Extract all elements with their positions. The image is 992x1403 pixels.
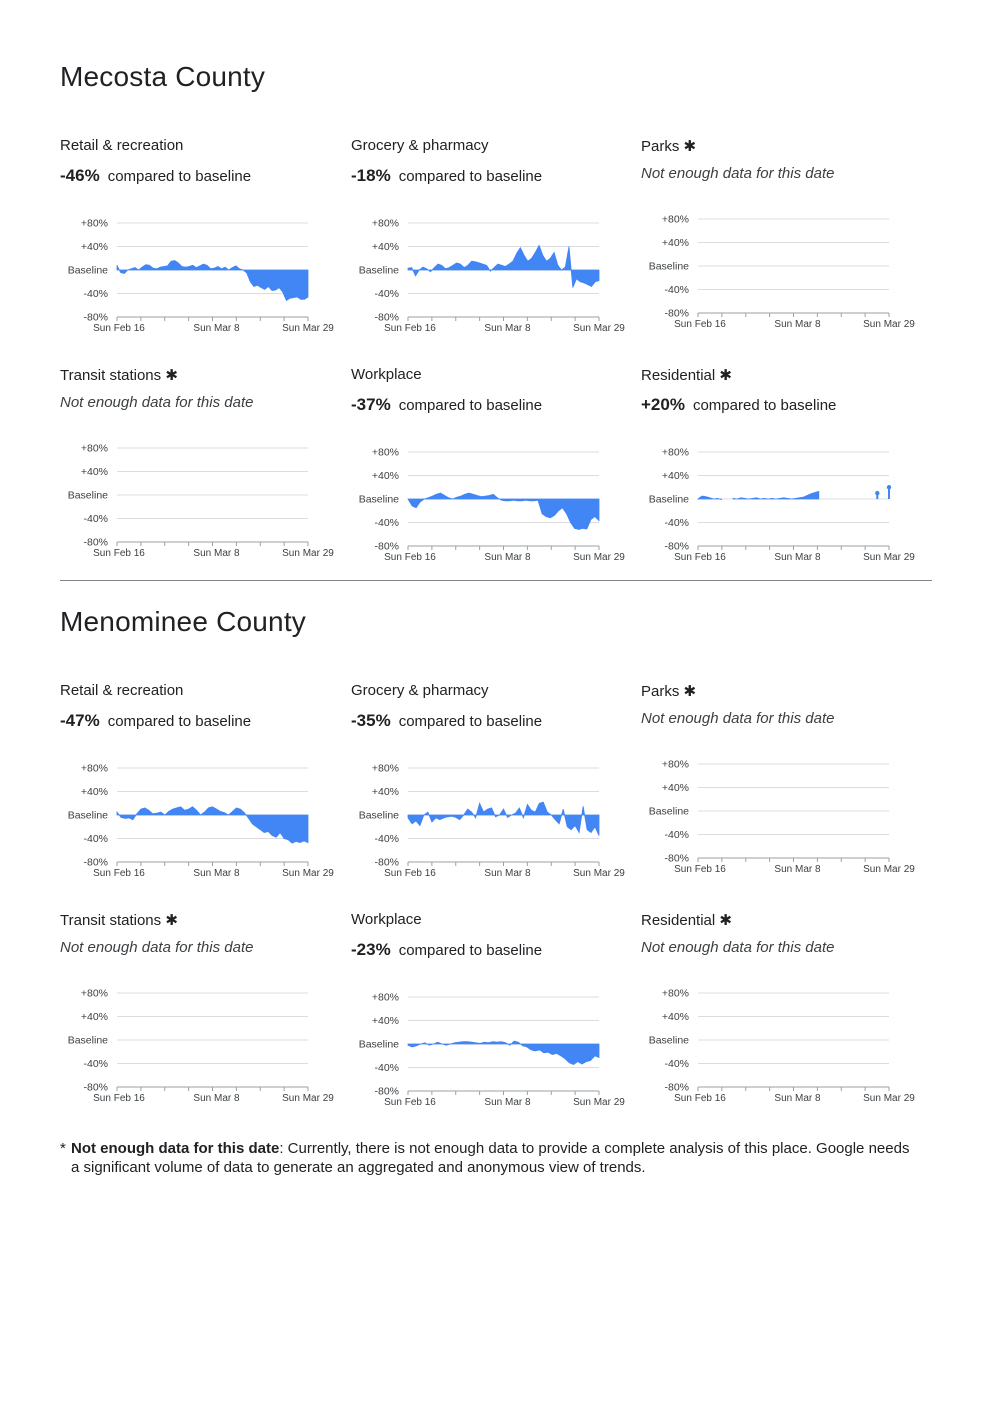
value-row xyxy=(60,711,251,731)
x-tick-label: Sun Mar 8 xyxy=(774,864,821,875)
data-area xyxy=(408,802,599,836)
mobility-chart xyxy=(351,987,633,1117)
x-tick-label: Sun Mar 29 xyxy=(863,864,915,875)
asterisk-icon: ✱ xyxy=(679,138,697,155)
y-tick-label: +40% xyxy=(661,237,689,249)
y-tick-label: +80% xyxy=(80,987,108,1000)
category-label xyxy=(60,366,178,384)
mobility-card xyxy=(351,137,631,347)
x-tick-label: Sun Mar 8 xyxy=(774,552,821,563)
y-tick-label: +80% xyxy=(371,991,399,1004)
y-tick-label: -40% xyxy=(374,288,399,300)
mobility-card xyxy=(351,911,631,1121)
value-row xyxy=(351,166,542,186)
mobility-chart xyxy=(60,758,342,888)
category-title: Workplace xyxy=(351,911,422,928)
no-data-notice: Not enough data for this date xyxy=(60,394,254,411)
category-label xyxy=(60,137,183,154)
y-tick-label: +80% xyxy=(371,217,399,230)
y-tick-label: -80% xyxy=(83,536,108,549)
x-tick-label: Sun Mar 8 xyxy=(193,1093,240,1104)
y-tick-label: +40% xyxy=(80,786,108,798)
x-tick-label: Sun Mar 29 xyxy=(863,319,915,330)
y-tick-label: -80% xyxy=(83,311,108,324)
mobility-chart xyxy=(641,442,923,572)
mobility-chart xyxy=(60,983,342,1113)
category-label xyxy=(641,137,696,155)
no-data-notice: Not enough data for this date xyxy=(641,165,835,182)
compared-label: compared to baseline xyxy=(107,713,252,730)
mobility-card xyxy=(641,911,921,1121)
compared-label: compared to baseline xyxy=(398,942,543,959)
y-tick-label: +40% xyxy=(371,1015,399,1027)
category-label xyxy=(641,911,732,929)
y-tick-label: Baseline xyxy=(67,809,108,822)
mobility-chart xyxy=(351,442,633,572)
mobility-card xyxy=(351,682,631,892)
footnote-heading: Not enough data for this date xyxy=(71,1140,280,1157)
footnote-text: : Currently, there is not enough data to provide a complete analysis of this place. Google needs a significant volume of data to generate an aggregated and anonymous view of trends. xyxy=(71,1140,910,1176)
value-row xyxy=(60,166,251,186)
data-point xyxy=(887,485,891,489)
x-tick-label: Sun Mar 8 xyxy=(193,323,240,334)
mobility-card xyxy=(641,682,921,892)
mobility-chart xyxy=(60,213,342,343)
mobility-card xyxy=(351,366,631,576)
y-tick-label: Baseline xyxy=(648,805,689,818)
category-title: Workplace xyxy=(351,366,422,383)
x-tick-label: Sun Mar 8 xyxy=(774,319,821,330)
percent-change: -37% xyxy=(351,395,391,414)
value-row xyxy=(351,940,542,960)
x-tick-label: Sun Mar 8 xyxy=(484,868,531,879)
percent-change: -46% xyxy=(60,166,100,185)
y-tick-label: Baseline xyxy=(648,260,689,273)
category-label xyxy=(641,682,696,700)
category-label xyxy=(60,682,183,699)
y-tick-label: Baseline xyxy=(358,493,399,506)
compared-label: compared to baseline xyxy=(398,397,543,414)
y-tick-label: +40% xyxy=(661,1011,689,1023)
x-tick-label: Sun Mar 8 xyxy=(484,552,531,563)
mobility-card xyxy=(60,682,340,892)
y-tick-label: -80% xyxy=(374,311,399,324)
y-tick-label: Baseline xyxy=(358,809,399,822)
data-area xyxy=(117,261,308,301)
x-tick-label: Sun Mar 29 xyxy=(573,323,625,334)
y-tick-label: Baseline xyxy=(648,1034,689,1047)
x-tick-label: Sun Mar 8 xyxy=(193,868,240,879)
y-tick-label: +80% xyxy=(661,446,689,459)
y-tick-label: -40% xyxy=(664,1058,689,1070)
compared-label: compared to baseline xyxy=(107,168,252,185)
y-tick-label: Baseline xyxy=(67,489,108,502)
category-title: Parks xyxy=(641,138,680,155)
mobility-card xyxy=(60,911,340,1121)
x-tick-label: Sun Mar 29 xyxy=(573,1097,625,1108)
y-tick-label: Baseline xyxy=(358,264,399,277)
y-tick-label: -40% xyxy=(374,517,399,529)
mobility-card xyxy=(60,366,340,576)
county-divider xyxy=(60,580,932,581)
x-tick-label: Sun Mar 29 xyxy=(282,548,334,559)
category-label xyxy=(641,366,732,384)
y-tick-label: Baseline xyxy=(358,1038,399,1051)
mobility-chart xyxy=(60,438,342,568)
x-tick-label: Sun Mar 29 xyxy=(573,552,625,563)
x-tick-label: Sun Feb 16 xyxy=(93,548,145,559)
y-tick-label: Baseline xyxy=(67,1034,108,1047)
y-tick-label: +40% xyxy=(80,466,108,478)
y-tick-label: +80% xyxy=(661,758,689,771)
percent-change: -23% xyxy=(351,940,391,959)
y-tick-label: +80% xyxy=(371,446,399,459)
y-tick-label: -80% xyxy=(374,856,399,869)
x-tick-label: Sun Mar 29 xyxy=(863,1093,915,1104)
y-tick-label: +40% xyxy=(371,786,399,798)
y-tick-label: -80% xyxy=(664,307,689,320)
category-label xyxy=(351,366,422,383)
y-tick-label: +80% xyxy=(80,442,108,455)
y-tick-label: -40% xyxy=(374,833,399,845)
value-row xyxy=(641,395,836,415)
data-area xyxy=(698,496,721,500)
x-tick-label: Sun Feb 16 xyxy=(674,319,726,330)
y-tick-label: +80% xyxy=(80,217,108,230)
y-tick-label: -40% xyxy=(83,1058,108,1070)
mobility-card xyxy=(641,366,921,576)
y-tick-label: -80% xyxy=(664,852,689,865)
data-area xyxy=(408,245,599,287)
compared-label: compared to baseline xyxy=(398,168,543,185)
y-tick-label: -40% xyxy=(83,513,108,525)
x-tick-label: Sun Mar 29 xyxy=(282,323,334,334)
mobility-chart xyxy=(641,754,923,884)
x-tick-label: Sun Feb 16 xyxy=(674,552,726,563)
percent-change: -18% xyxy=(351,166,391,185)
category-title: Grocery & pharmacy xyxy=(351,682,489,699)
x-tick-label: Sun Feb 16 xyxy=(674,864,726,875)
category-title: Parks xyxy=(641,683,680,700)
data-area xyxy=(733,491,819,499)
category-title: Grocery & pharmacy xyxy=(351,137,489,154)
asterisk-icon: ✱ xyxy=(715,367,732,384)
x-tick-label: Sun Mar 8 xyxy=(193,548,240,559)
y-tick-label: +40% xyxy=(661,782,689,794)
no-data-notice: Not enough data for this date xyxy=(641,939,835,956)
x-tick-label: Sun Feb 16 xyxy=(384,552,436,563)
x-tick-label: Sun Mar 8 xyxy=(484,323,531,334)
mobility-chart xyxy=(641,209,923,339)
category-label xyxy=(60,911,178,929)
y-tick-label: -40% xyxy=(664,829,689,841)
compared-label: compared to baseline xyxy=(398,713,543,730)
asterisk-icon: ✱ xyxy=(679,683,697,700)
x-tick-label: Sun Mar 8 xyxy=(774,1093,821,1104)
mobility-card xyxy=(60,137,340,347)
category-label xyxy=(351,137,489,154)
y-tick-label: -40% xyxy=(83,833,108,845)
asterisk-icon: ✱ xyxy=(715,912,732,929)
x-tick-label: Sun Feb 16 xyxy=(384,323,436,334)
y-tick-label: +40% xyxy=(80,1011,108,1023)
x-tick-label: Sun Mar 29 xyxy=(573,868,625,879)
y-tick-label: +40% xyxy=(371,470,399,482)
county-title: Menominee County xyxy=(60,606,306,637)
x-tick-label: Sun Feb 16 xyxy=(93,868,145,879)
y-tick-label: -40% xyxy=(664,284,689,296)
x-tick-label: Sun Mar 29 xyxy=(282,1093,334,1104)
x-tick-label: Sun Mar 29 xyxy=(863,552,915,563)
y-tick-label: -80% xyxy=(83,856,108,869)
y-tick-label: +40% xyxy=(80,241,108,253)
percent-change: -35% xyxy=(351,711,391,730)
asterisk-icon: ✱ xyxy=(161,367,178,384)
compared-label: compared to baseline xyxy=(692,397,837,414)
percent-change: +20% xyxy=(641,395,685,414)
footnote-asterisk: * xyxy=(60,1140,66,1157)
y-tick-label: -40% xyxy=(374,1062,399,1074)
mobility-chart xyxy=(641,983,923,1113)
y-tick-label: -80% xyxy=(664,540,689,553)
category-title: Residential xyxy=(641,912,716,929)
y-tick-label: -40% xyxy=(83,288,108,300)
data-area xyxy=(117,807,308,843)
category-label xyxy=(351,911,422,928)
asterisk-icon: ✱ xyxy=(161,912,178,929)
y-tick-label: Baseline xyxy=(648,493,689,506)
mobility-chart xyxy=(351,758,633,888)
y-tick-label: +80% xyxy=(661,987,689,1000)
category-title: Residential xyxy=(641,367,716,384)
x-tick-label: Sun Feb 16 xyxy=(93,1093,145,1104)
y-tick-label: -80% xyxy=(374,1085,399,1098)
x-tick-label: Sun Feb 16 xyxy=(93,323,145,334)
y-tick-label: +80% xyxy=(80,762,108,775)
x-tick-label: Sun Feb 16 xyxy=(674,1093,726,1104)
category-title: Retail & recreation xyxy=(60,682,184,699)
y-tick-label: -80% xyxy=(374,540,399,553)
y-tick-label: +80% xyxy=(661,213,689,226)
x-tick-label: Sun Feb 16 xyxy=(384,868,436,879)
category-title: Transit stations xyxy=(60,367,162,384)
category-title: Transit stations xyxy=(60,912,162,929)
value-row xyxy=(351,711,542,731)
y-tick-label: -80% xyxy=(83,1081,108,1094)
no-data-notice: Not enough data for this date xyxy=(60,939,254,956)
y-tick-label: +40% xyxy=(661,470,689,482)
mobility-chart xyxy=(351,213,633,343)
data-area xyxy=(408,1041,599,1065)
mobility-card xyxy=(641,137,921,347)
y-tick-label: +80% xyxy=(371,762,399,775)
category-title: Retail & recreation xyxy=(60,137,184,154)
data-point xyxy=(875,491,879,495)
category-label xyxy=(351,682,489,699)
y-tick-label: Baseline xyxy=(67,264,108,277)
y-tick-label: +40% xyxy=(371,241,399,253)
footnote xyxy=(60,1139,910,1177)
percent-change: -47% xyxy=(60,711,100,730)
no-data-notice: Not enough data for this date xyxy=(641,710,835,727)
x-tick-label: Sun Feb 16 xyxy=(384,1097,436,1108)
y-tick-label: -40% xyxy=(664,517,689,529)
x-tick-label: Sun Mar 29 xyxy=(282,868,334,879)
y-tick-label: -80% xyxy=(664,1081,689,1094)
county-title: Mecosta County xyxy=(60,61,266,92)
value-row xyxy=(351,395,542,415)
x-tick-label: Sun Mar 8 xyxy=(484,1097,531,1108)
